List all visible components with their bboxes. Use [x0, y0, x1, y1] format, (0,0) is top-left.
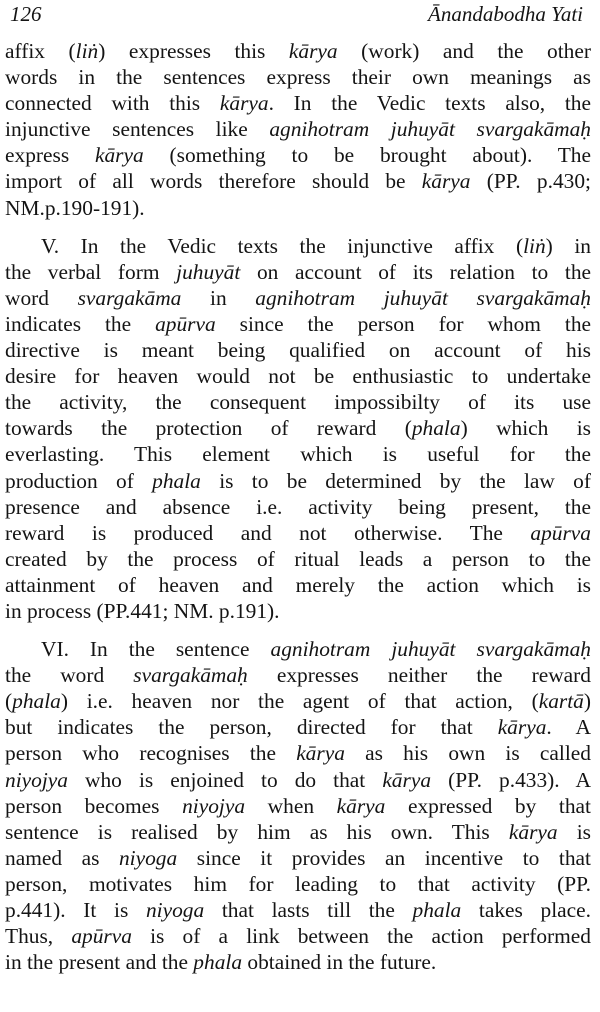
text-line: person becomes niyojya when kārya expressed by that	[5, 793, 591, 818]
text-line: in the present and the phala obtained in the future.	[5, 950, 437, 975]
text-line: attainment of heaven and merely the action which is	[5, 572, 591, 597]
text-line: towards the protection of reward (phala) which is	[5, 416, 591, 441]
text-line: the word svargakāmaḥ expresses neither the reward	[5, 663, 591, 688]
text-line: the verbal form juhuyāt on account of its relation to the	[5, 259, 592, 284]
text-line: created by the process of ritual leads a person to the	[5, 546, 591, 571]
text-line: word svargakāma in agnihotram juhuyāt svargakāmaḥ	[5, 285, 591, 310]
paragraph-gap	[5, 221, 591, 233]
text-line: Thus, apūrva is of a link between the action performed	[5, 924, 591, 949]
text-line: reward is produced and not otherwise. The apūrva	[5, 520, 591, 545]
text-line: niyojya who is enjoined to do that kārya (PP. p.433). A	[5, 767, 591, 792]
text-line: directive is meant being qualified on account of his	[5, 338, 591, 363]
text-line: in process (PP.441; NM. p.191).	[5, 598, 280, 623]
text-line: connected with this kārya. In the Vedic texts also, the	[5, 91, 591, 116]
text-line: everlasting. This element which is useful for the	[5, 442, 591, 467]
text-line: but indicates the person, directed for that kārya. A	[5, 715, 592, 740]
text-line: production of phala is to be determined by the law of	[5, 468, 591, 493]
paragraph	[5, 233, 591, 624]
text-line: words in the sentences express their own meanings as	[5, 65, 591, 90]
text-line: injunctive sentences like agnihotram juhuyāt svargakāmaḥ	[5, 117, 591, 142]
text-line: presence and absence i.e. activity being present, the	[5, 494, 591, 519]
text-line: indicates the apūrva since the person for whom the	[5, 311, 592, 336]
page-header	[5, 0, 591, 38]
text-line: NM.p.190-191).	[5, 195, 145, 220]
text-line: person who recognises the kārya as his own is called	[5, 741, 591, 766]
text-line: desire for heaven would not be enthusiastic to undertake	[5, 364, 591, 389]
page-number: 126	[10, 2, 42, 26]
paragraph	[5, 636, 591, 975]
text-line: sentence is realised by him as his own. This kārya is	[5, 819, 591, 844]
text-line: import of all words therefore should be kārya (PP. p.430;	[5, 169, 591, 194]
text-line: express kārya (something to be brought about). The	[5, 143, 592, 168]
text-line: affix (liṅ) expresses this kārya (work) and the other	[5, 39, 591, 63]
text-line: V. In the Vedic texts the injunctive affix (liṅ) in	[41, 233, 592, 258]
text-line: VI. In the sentence agnihotram juhuyāt svargakāmaḥ	[41, 637, 591, 662]
paragraph-gap	[5, 624, 591, 636]
running-title: Ānandabodha Yati	[428, 2, 583, 26]
paragraph	[5, 38, 591, 221]
body-text	[5, 38, 591, 975]
text-line: person, motivates him for leading to that activity (PP.	[5, 871, 591, 896]
text-line: p.441). It is niyoga that lasts till the phala takes place.	[5, 898, 591, 922]
text-line: the activity, the consequent impossibilty of its use	[5, 390, 591, 415]
text-line: named as niyoga since it provides an incentive to that	[5, 845, 591, 870]
text-line: (phala) i.e. heaven nor the agent of that action, (kartā)	[5, 689, 591, 714]
